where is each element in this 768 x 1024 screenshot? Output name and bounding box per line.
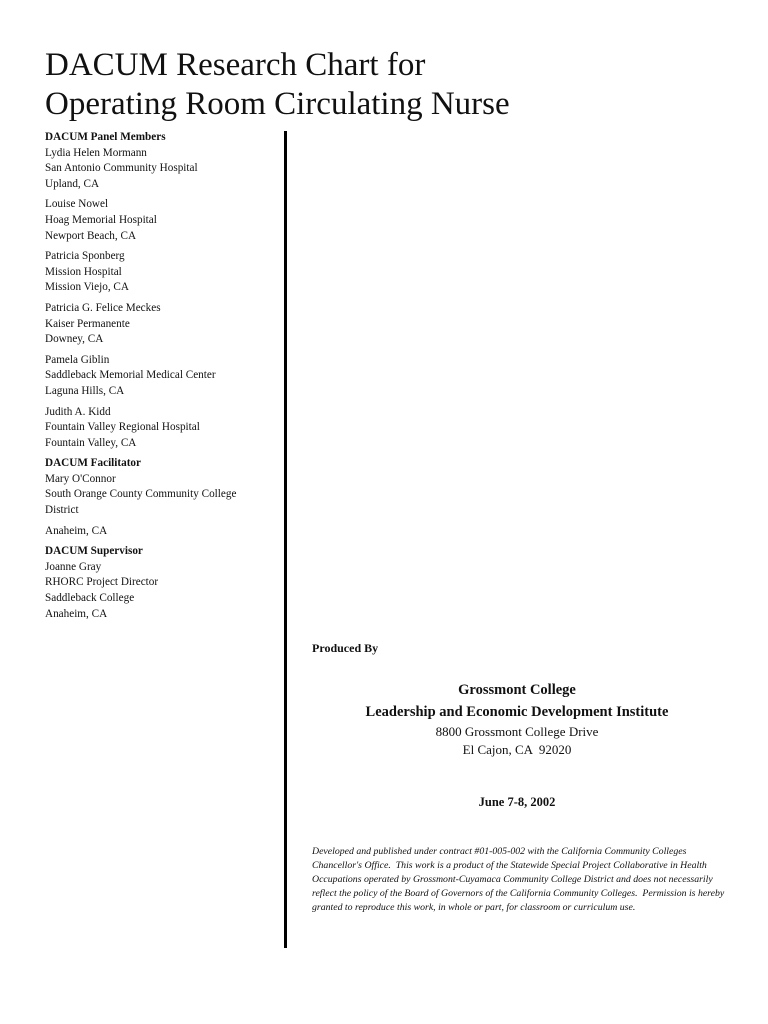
facilitator-heading: DACUM Facilitator: [45, 457, 141, 470]
member-org: Mission Hospital: [45, 265, 122, 278]
panel-member-entry: [45, 197, 277, 244]
member-location: Laguna Hills, CA: [45, 384, 125, 397]
supervisor-title: RHORC Project Director: [45, 576, 159, 589]
facilitator-org-line-1: South Orange County Community College: [45, 488, 237, 501]
member-location: Fountain Valley, CA: [45, 436, 137, 449]
panel-member-entry: [45, 353, 277, 400]
panel-member-entry: [45, 249, 277, 296]
supervisor-name: Joanne Gray: [45, 560, 102, 573]
facilitator-location: Anaheim, CA: [45, 524, 108, 537]
supervisor-group: [45, 544, 277, 622]
member-org: Kaiser Permanente: [45, 317, 130, 330]
supervisor-heading: DACUM Supervisor: [45, 545, 143, 558]
member-name: Lydia Helen Mormann: [45, 146, 147, 159]
panel-members-group: [45, 130, 277, 192]
institute-name: Leadership and Economic Development Institute: [365, 704, 669, 720]
member-name: Patricia Sponberg: [45, 250, 125, 263]
member-location: Downey, CA: [45, 333, 104, 346]
member-name: Louise Nowel: [45, 198, 109, 211]
panel-member-entry: [45, 301, 277, 348]
left-column: [45, 130, 277, 622]
produced-by-label: Produced By: [312, 641, 379, 655]
member-org: Fountain Valley Regional Hospital: [45, 421, 200, 434]
facilitator-org-line-2: District: [45, 504, 79, 517]
document-title: [45, 46, 725, 124]
member-org: San Antonio Community Hospital: [45, 162, 198, 175]
supervisor-org: Saddleback College: [45, 592, 135, 605]
member-name: Patricia G. Felice Meckes: [45, 301, 161, 314]
member-org: Saddleback Memorial Medical Center: [45, 369, 216, 382]
address-line-2: El Cajon, CA 92020: [462, 742, 572, 757]
member-name: Judith A. Kidd: [45, 405, 111, 418]
title-line-1: DACUM Research Chart for: [45, 47, 426, 83]
address-line-1: 8800 Grossmont College Drive: [435, 724, 599, 739]
facilitator-group: [45, 456, 277, 518]
member-name: Pamela Giblin: [45, 353, 110, 366]
vertical-divider: [284, 131, 287, 948]
producer-block: [300, 679, 734, 759]
panel-members-heading: DACUM Panel Members: [45, 131, 166, 143]
title-line-2: Operating Room Circulating Nurse: [45, 86, 510, 122]
disclaimer-text: Developed and published under contract #01-005-002 with the California Community Colleges Chancellor's Office. This work is a product of the Statewide Special Project Collaborative in Health Occupations operated by Grossmont-Cuyamaca Community College District and does not necessarily reflect the policy of the Board of Governors of the California Community Colleges. Permission is hereby granted to reproduce this work, in whole or part, for classroom or curriculum use.: [312, 846, 727, 913]
member-location: Newport Beach, CA: [45, 229, 137, 242]
event-date: June 7-8, 2002: [478, 795, 556, 809]
college-name: Grossmont College: [458, 682, 576, 698]
member-location: Mission Viejo, CA: [45, 281, 129, 294]
panel-member-entry: [45, 405, 277, 452]
facilitator-name: Mary O'Connor: [45, 472, 116, 485]
facilitator-location-group: [45, 524, 277, 540]
supervisor-location: Anaheim, CA: [45, 607, 108, 620]
member-location: Upland, CA: [45, 177, 100, 190]
member-org: Hoag Memorial Hospital: [45, 213, 157, 226]
